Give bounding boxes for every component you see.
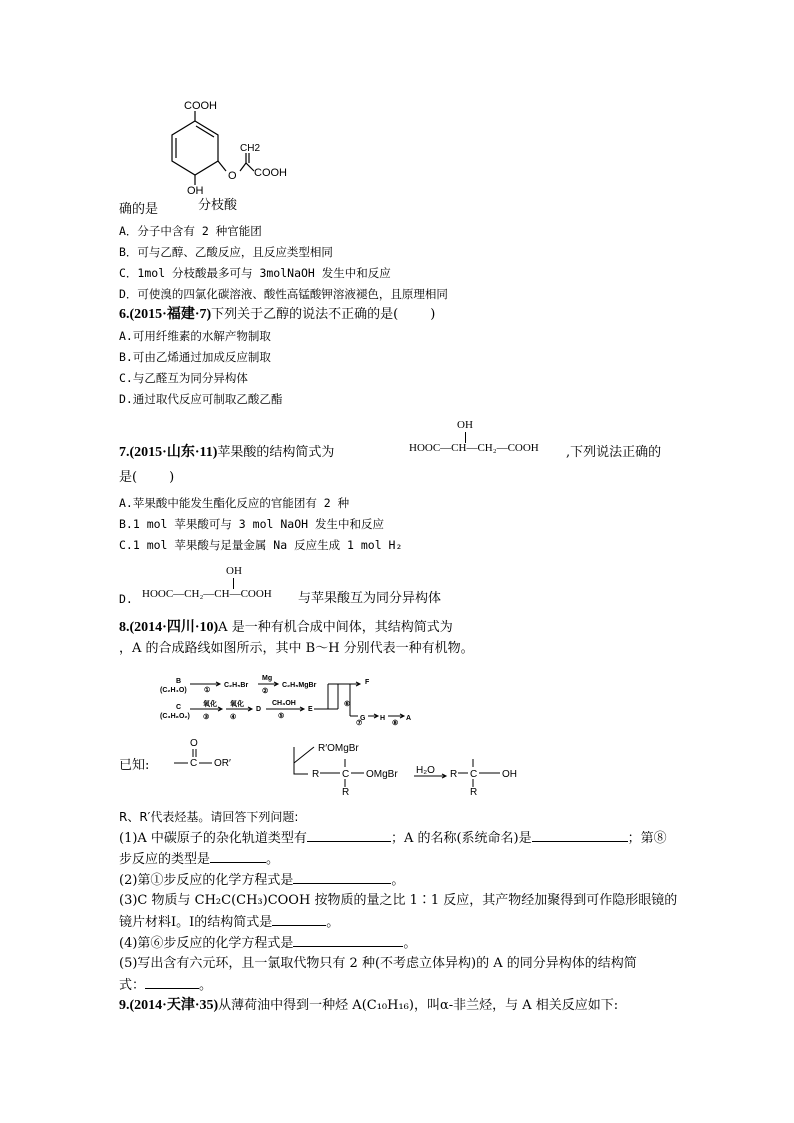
known-c2: C xyxy=(342,769,350,780)
q5-stem-tail: 确的是 xyxy=(119,202,159,217)
q6-stem-text: 下列关于乙醇的说法不正确的是( xyxy=(211,307,399,322)
q8-answer-blank-6[interactable] xyxy=(293,934,403,947)
q7-option-d-text: 与苹果酸互为同分异构体 xyxy=(298,591,442,606)
q8-answer-blank-3[interactable] xyxy=(210,850,266,863)
route-step7: ⑦ xyxy=(356,720,363,727)
q8-sub2-b: 。 xyxy=(391,873,405,888)
q9-stem xyxy=(119,997,618,1015)
q8-sub4 xyxy=(119,934,416,953)
q7-stem xyxy=(119,444,334,462)
q8-answer-blank-5[interactable] xyxy=(272,913,326,926)
known-c3: C xyxy=(470,769,478,780)
q7-stem-end: ,下列说法正确的 xyxy=(566,445,662,460)
known-o: O xyxy=(190,738,198,749)
q7-d-formula-oh: OH xyxy=(226,565,242,577)
q7-formula-oh: OH xyxy=(457,419,473,431)
struct-ch2: CH2 xyxy=(240,143,261,154)
compound-name: 分枝酸 xyxy=(198,198,238,213)
route-step5: ⑤ xyxy=(278,713,285,720)
known-r-bottom2: R xyxy=(470,787,478,798)
struct-cooh-top: COOH xyxy=(184,100,217,112)
q6-number: 6. xyxy=(119,307,130,322)
q8-sub5-line2 xyxy=(119,976,212,995)
known-reaction xyxy=(170,735,530,801)
route-step1: ① xyxy=(204,687,211,694)
route-ox1: 氧化 xyxy=(203,701,217,708)
q9-stem-text: 从薄荷油中得到一种烃 A(C₁₀H₁₆)，叫α-非兰烃，与 A 相关反应如下: xyxy=(218,998,619,1013)
route-d: D xyxy=(256,706,262,713)
q6-option-c: C.与乙醛互为同分异构体 xyxy=(119,371,248,385)
q5-option-c: C．1mol 分枝酸最多可与 3molNaOH 发生中和反应 xyxy=(119,266,391,280)
q8-sub3-line2 xyxy=(119,913,339,932)
q8-sub1-line1 xyxy=(119,829,667,848)
q8-answer-blank-2[interactable] xyxy=(532,829,628,842)
known-c: C xyxy=(190,758,198,769)
route-b-formula: (C₂H₄O) xyxy=(160,687,187,694)
q6-option-b: B.可由乙烯通过加成反应制取 xyxy=(119,350,271,364)
q8-sub5-line1: (5)写出含有六元环，且一氯取代物只有 2 种(不考虑立体异构)的 A 的同分异构体的结构简 xyxy=(119,956,637,971)
q8-answer-blank-1[interactable] xyxy=(307,829,391,842)
q7-option-b: B.1 mol 苹果酸可与 3 mol NaOH 发生中和反应 xyxy=(119,517,384,531)
route-mg: Mg xyxy=(262,675,273,682)
struct-oh: OH xyxy=(187,185,204,197)
q6-option-d: D.通过取代反应可制取乙酸乙酯 xyxy=(119,392,283,406)
q8-known-label: 已知: xyxy=(119,758,150,773)
q5-option-d: D．可使溴的四氯化碳溶液、酸性高锰酸钾溶液褪色，且原理相同 xyxy=(119,287,448,301)
q8-sub2 xyxy=(119,871,404,890)
q7-stem-line2-end: ) xyxy=(169,470,175,485)
q7-formula-main: HOOC—CH—CH₂—COOH xyxy=(409,442,539,454)
q8-sub1-e: 。 xyxy=(266,852,280,867)
q8-sub5-b: 式： xyxy=(119,978,146,993)
q8-sub1-c: ；第⑧ xyxy=(627,831,667,846)
route-ch3oh: CH₃OH xyxy=(272,700,296,707)
known-oh: OH xyxy=(502,769,517,780)
route-c2h5br: C₂H₅Br xyxy=(224,682,249,689)
q8-number: 8. xyxy=(119,620,130,635)
q8-stem2: ，A 的合成路线如图所示，其中 B～H 分别代表一种有机物。 xyxy=(119,641,474,656)
route-h: H xyxy=(380,715,386,722)
route-step8: ⑧ xyxy=(392,720,399,727)
q7-stem-text: 苹果酸的结构简式为 xyxy=(217,445,335,460)
q6-source: (2015·福建·7) xyxy=(129,307,212,322)
route-b: B xyxy=(176,678,182,685)
q8-sub3-b: 镜片材料Ⅰ。Ⅰ的结构简式是 xyxy=(119,915,273,930)
q8-source: (2014·四川·10) xyxy=(129,620,219,635)
route-ox2: 氧化 xyxy=(230,701,244,708)
route-step3: ③ xyxy=(203,714,210,721)
route-c2h5mgbr: C₂H₅MgBr xyxy=(282,682,317,689)
route-f: F xyxy=(365,679,370,686)
q8-sub4-b: 。 xyxy=(403,936,417,951)
q8-note: R、R′代表烃基。请回答下列问题: xyxy=(119,810,299,824)
q7-stem-line2 xyxy=(119,469,174,487)
q5-option-a: A．分子中含有 2 种官能团 xyxy=(119,224,262,238)
q7-option-d-label: D. xyxy=(119,592,133,606)
known-omgbr: OMgBr xyxy=(366,769,398,780)
route-e: E xyxy=(308,706,313,713)
known-r-bottom: R xyxy=(342,787,350,798)
q7-option-a: A.苹果酸中能发生酯化反应的官能团有 2 种 xyxy=(119,496,350,510)
known-or: OR′ xyxy=(214,758,231,769)
branched-acid-structure xyxy=(150,95,300,215)
known-h2o: H₂O xyxy=(416,765,435,776)
q8-sub3-c: 。 xyxy=(326,915,340,930)
q8-answer-blank-4[interactable] xyxy=(293,871,391,884)
q5-option-b: B．可与乙醇、乙酸反应，且反应类型相同 xyxy=(119,245,333,259)
route-step6: ⑥ xyxy=(344,701,351,708)
route-c: C xyxy=(176,704,182,711)
known-top-reagent: R′OMgBr xyxy=(318,743,359,754)
route-step4: ④ xyxy=(230,714,237,721)
q6-option-a: A.可用纤维素的水解产物制取 xyxy=(119,329,271,343)
q8-answer-blank-7[interactable] xyxy=(145,976,199,989)
q7-source: (2015·山东·11) xyxy=(129,445,218,460)
q8-sub3-line1: (3)C 物质与 CH₂C(CH₃)COOH 按物质的量之比 1∶1 反应，其产物经加聚得到可作隐形眼镜的 xyxy=(119,893,678,908)
q8-sub1-d: 步反应的类型是 xyxy=(119,852,211,867)
struct-o: O xyxy=(228,170,237,182)
q8-sub1-b: ；A 的名称(系统命名)是 xyxy=(390,831,532,846)
q7-number: 7. xyxy=(119,445,130,460)
q7-option-c: C.1 mol 苹果酸与足量金属 Na 反应生成 1 mol H₂ xyxy=(119,538,403,552)
q8-sub5-c: 。 xyxy=(199,978,213,993)
q8-stem1-text: A 是一种有机合成中间体，其结构简式为 xyxy=(218,620,453,635)
struct-cooh-side: COOH xyxy=(254,167,287,179)
q6-stem xyxy=(119,306,435,324)
q8-sub2-a: (2)第①步反应的化学方程式是 xyxy=(119,873,294,888)
q6-stem-end: ) xyxy=(430,307,436,322)
route-step2: ② xyxy=(262,688,269,695)
known-r2: R xyxy=(450,769,458,780)
synthesis-route xyxy=(160,672,420,728)
route-c-formula: (C₃H₈O₂) xyxy=(160,713,190,720)
q8-stem1 xyxy=(119,619,453,637)
known-r-left: R xyxy=(312,769,320,780)
q8-sub1-a: (1)A 中碳原子的杂化轨道类型有 xyxy=(119,831,307,846)
route-a: A xyxy=(406,715,412,722)
route-g: G xyxy=(360,715,366,722)
q9-source: (2014·天津·35) xyxy=(129,998,219,1013)
q7-d-formula-main: HOOC—CH₂—CH—COOH xyxy=(142,588,272,600)
q8-sub4-a: (4)第⑥步反应的化学方程式是 xyxy=(119,936,294,951)
q8-sub1-line2 xyxy=(119,850,279,869)
q7-stem-line2-start: 是( xyxy=(119,470,138,485)
q9-number: 9. xyxy=(119,998,130,1013)
